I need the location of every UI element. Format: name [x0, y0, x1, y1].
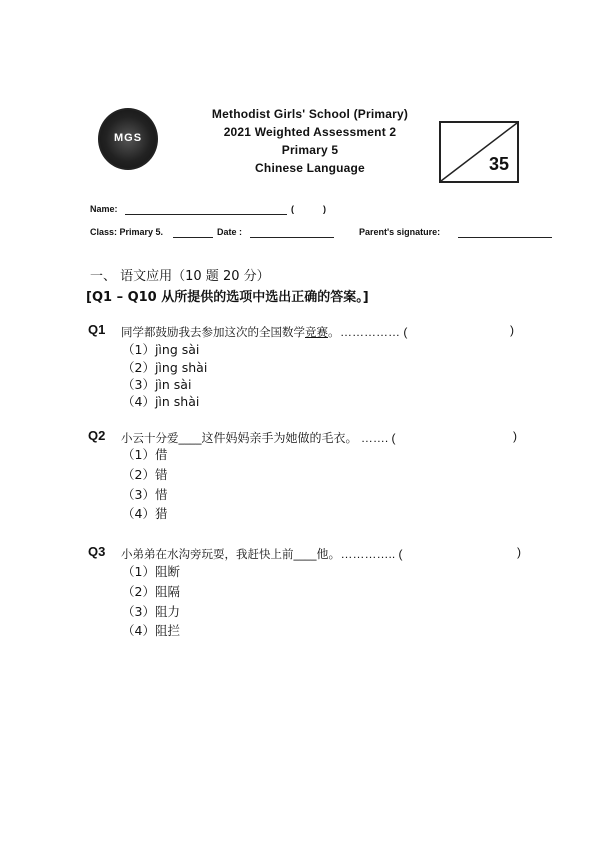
answer-paren-close: )	[513, 429, 517, 443]
option-4[interactable]: （4）猎	[122, 506, 168, 521]
option-2[interactable]: （2）阻隔	[122, 584, 180, 599]
question-text-after: 。…………… (	[328, 325, 408, 339]
answer-paren-close: )	[510, 323, 514, 337]
option-2[interactable]: （2）错	[122, 467, 168, 482]
logo-lettering: MGS	[113, 132, 143, 144]
answer-blank: ____	[178, 431, 202, 445]
question-text-after: 他。………….. (	[316, 547, 403, 561]
option-1[interactable]: （1）借	[122, 447, 168, 462]
score-box	[439, 121, 519, 183]
class-field[interactable]	[173, 237, 213, 238]
section-title: 一、 语文应用（10 题 20 分）	[90, 269, 270, 284]
answer-paren-close: )	[517, 545, 521, 559]
level-title: Primary 5	[281, 143, 339, 157]
name-label: Name:	[90, 204, 118, 214]
class-label: Class: Primary 5.	[90, 227, 164, 237]
question-number: Q2	[88, 428, 106, 443]
question-text-before: 小云十分爱	[121, 431, 179, 445]
option-4[interactable]: （4）阻拦	[122, 623, 180, 638]
question-text-after: 这件妈妈亲手为她做的毛衣。 ……. (	[201, 431, 396, 445]
date-label: Date :	[217, 227, 243, 237]
name-field[interactable]	[125, 214, 287, 215]
option-1[interactable]: （1）jìng sài	[122, 342, 200, 357]
date-field[interactable]	[250, 237, 334, 238]
question-text	[121, 545, 403, 562]
question-number: Q3	[88, 544, 106, 559]
option-3[interactable]: （3）jìn sài	[122, 377, 192, 392]
total-marks: 35	[488, 154, 509, 174]
question-text-before: 同学都鼓励我去参加这次的全国数学	[121, 325, 305, 339]
option-3[interactable]: （3）阻力	[122, 604, 180, 619]
school-name: Methodist Girls' School (Primary)	[211, 107, 409, 121]
question-text-before: 小弟弟在水沟旁玩耍，我赶快上前	[121, 547, 294, 561]
section-instruction: [Q1 – Q10 从所提供的选项中选出正确的答案。]	[86, 290, 369, 305]
option-2[interactable]: （2）jìng shài	[122, 360, 208, 375]
subject-title: Chinese Language	[255, 161, 365, 175]
assessment-title: 2021 Weighted Assessment 2	[223, 125, 397, 139]
school-logo	[98, 108, 158, 170]
signature-field[interactable]	[458, 237, 552, 238]
signature-label: Parent's signature:	[359, 227, 441, 237]
underlined-word: 竞赛	[305, 325, 328, 339]
option-1[interactable]: （1）阻断	[122, 564, 180, 579]
question-text	[121, 429, 396, 446]
option-4[interactable]: （4）jìn shài	[122, 394, 200, 409]
question-text	[121, 323, 407, 340]
register-number-open: (	[291, 204, 294, 214]
option-3[interactable]: （3）惜	[122, 487, 168, 502]
register-number-close: )	[323, 204, 326, 214]
answer-blank: ____	[293, 547, 317, 561]
question-number: Q1	[88, 322, 106, 337]
